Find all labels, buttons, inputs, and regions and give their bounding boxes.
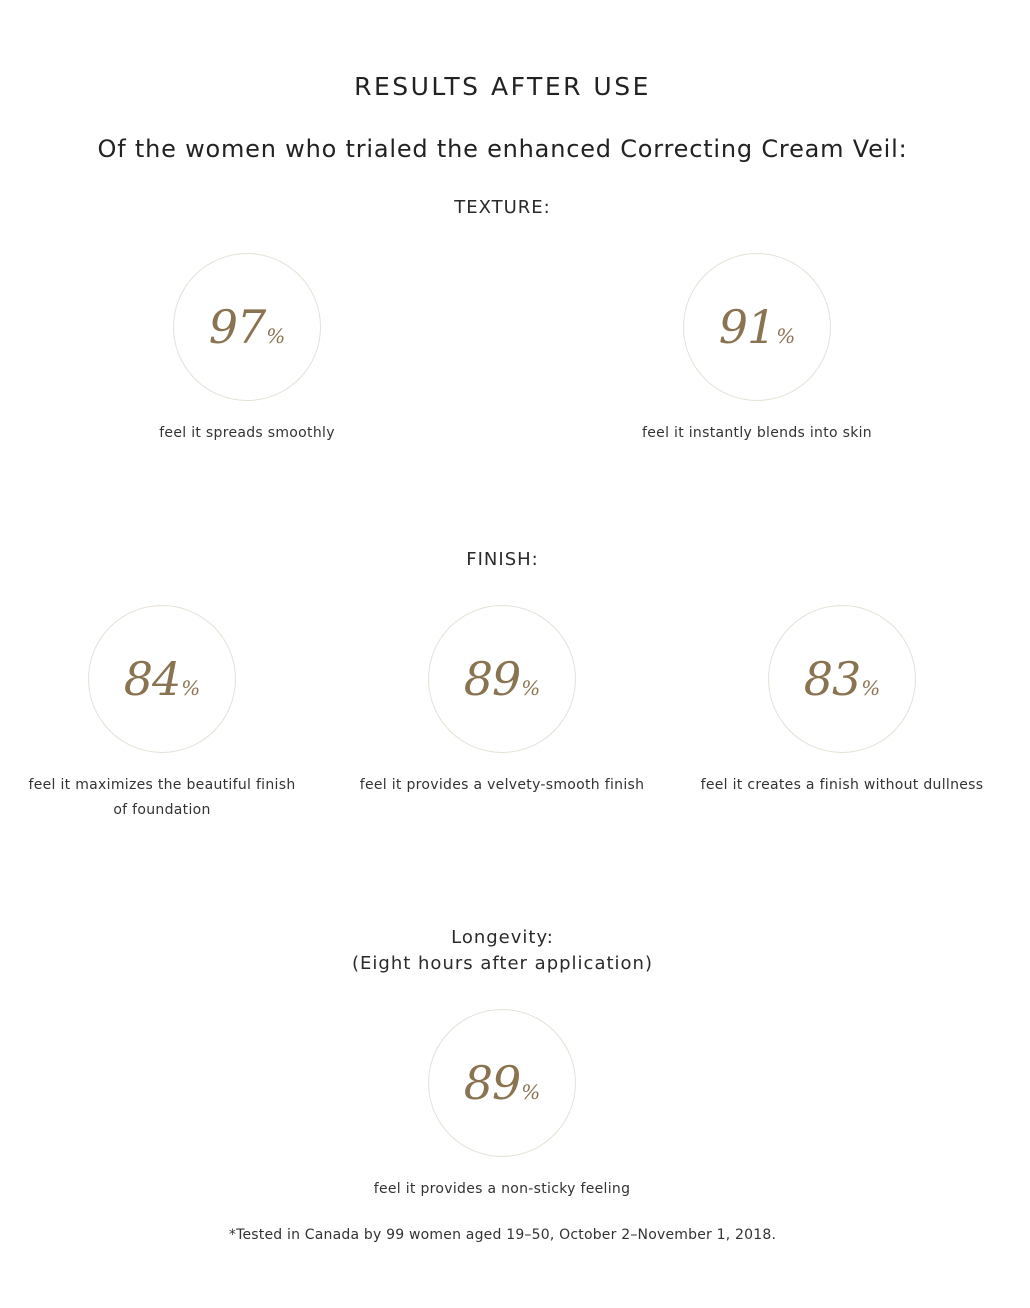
stat-value: 97	[208, 300, 266, 354]
page-title: RESULTS AFTER USE	[354, 72, 651, 101]
longevity-caption-non-sticky: feel it provides a non-sticky feeling	[373, 1181, 631, 1197]
stat-number	[428, 1057, 576, 1120]
footnote: *Tested in Canada by 99 women aged 19–50, October 2–November 1, 2018.	[228, 1227, 777, 1243]
finish-heading: FINISH:	[466, 549, 539, 570]
stat-unit: %	[521, 1080, 541, 1104]
stat-value: 83	[803, 652, 861, 706]
stat-number	[88, 653, 236, 716]
texture-caption-blends: feel it instantly blends into skin	[642, 425, 872, 441]
page-subtitle: Of the women who trialed the enhanced Correcting Cream Veil:	[97, 135, 908, 163]
stat-value: 89	[463, 652, 521, 706]
stat-unit: %	[861, 676, 881, 700]
stat-unit: %	[266, 324, 286, 348]
longevity-heading: Longevity:	[451, 927, 554, 948]
stat-number	[683, 301, 831, 364]
texture-caption-spreads: feel it spreads smoothly	[159, 425, 335, 441]
stat-unit: %	[776, 324, 796, 348]
stat-unit: %	[181, 676, 201, 700]
finish-caption-maximizes: feel it maximizes the beautiful finish of foundation	[28, 777, 296, 818]
finish-caption-velvety: feel it provides a velvety-smooth finish	[359, 777, 645, 793]
stat-number	[428, 653, 576, 716]
stat-number	[768, 653, 916, 716]
finish-caption-dullness: feel it creates a finish without dullness	[700, 777, 984, 793]
stat-number	[173, 301, 321, 364]
texture-heading: TEXTURE:	[454, 197, 551, 218]
stat-value: 89	[463, 1056, 521, 1110]
longevity-subheading: (Eight hours after application)	[352, 953, 653, 974]
stat-value: 84	[123, 652, 181, 706]
stat-value: 91	[718, 300, 776, 354]
stat-unit: %	[521, 676, 541, 700]
